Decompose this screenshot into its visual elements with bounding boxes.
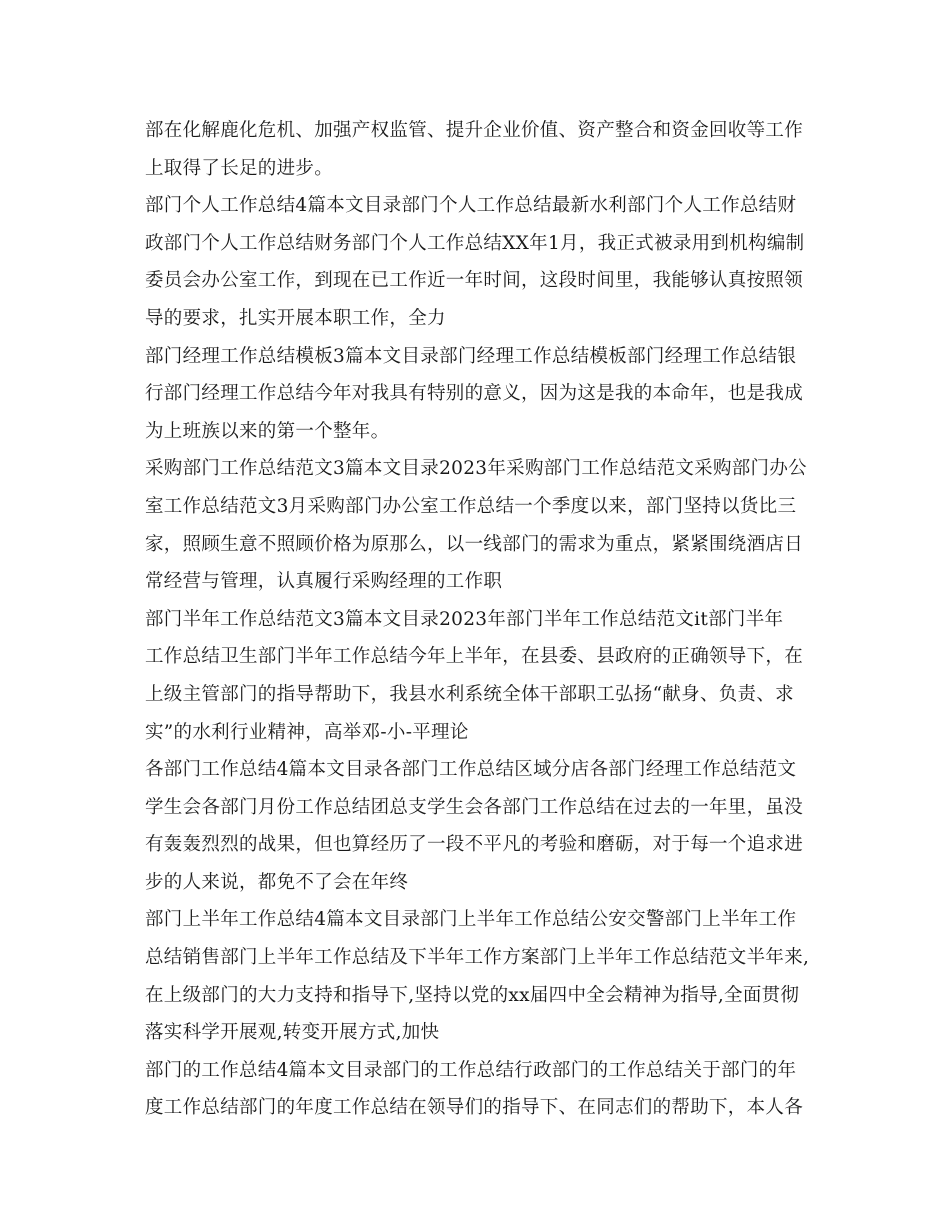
text-line: 各部门工作总结4篇本文目录各部门工作总结区域分店各部门经理工作总结范文 [145, 759, 797, 781]
text-line: 部门经理工作总结模板3篇本文目录部门经理工作总结模板部门经理工作总结银 [145, 345, 797, 367]
text-line: 为上班族以来的第一个整年。 [145, 420, 390, 442]
text-line: 家，照顾生意不照顾价格为原那么，以一线部门的需求为重点，紧紧围绕酒店日 [145, 533, 804, 555]
text-line: 部在化解鹿化危机、加强产权监管、提升企业价值、资产整合和资金回收等工作 [145, 120, 804, 141]
text-line: 常经营与管理，认真履行采购经理的工作职 [145, 571, 503, 593]
text-line: 导的要求，扎实开展本职工作，全力 [145, 307, 446, 329]
text-line: 学生会各部门月份工作总结团总支学生会各部门工作总结在过去的一年里，虽没 [145, 796, 804, 818]
text-line: 在上级部门的大力支持和指导下,坚持以党的xx届四中全会精神为指导,全面贯彻 [145, 984, 800, 1006]
text-line: 步的人来说，都免不了会在年终 [145, 871, 409, 893]
text-line: 部门个人工作总结4篇本文目录部门个人工作总结最新水利部门个人工作总结财 [145, 195, 797, 217]
text-line: 上级主管部门的指导帮助下，我县水利系统全体干部职工弘扬“献身、负责、求 [145, 683, 794, 705]
text-line: 政部门个人工作总结财务部门个人工作总结XX年1月，我正式被录用到机构编制 [145, 232, 805, 254]
text-line: 委员会办公室工作，到现在已工作近一年时间，这段时间里，我能够认真按照领 [145, 270, 804, 292]
text-line: 室工作总结范文3月采购部门办公室工作总结一个季度以来，部门坚持以货比三 [145, 495, 797, 517]
text-line: 行部门经理工作总结今年对我具有特别的意义，因为这是我的本命年，也是我成 [145, 383, 804, 405]
text-line: 总结销售部门上半年工作总结及下半年工作方案部门上半年工作总结范文半年来, [145, 947, 810, 969]
text-line: 工作总结卫生部门半年工作总结今年上半年，在县委、县政府的正确领导下，在 [145, 646, 804, 668]
text-line: 部门的工作总结4篇本文目录部门的工作总结行政部门的工作总结关于部门的年 [145, 1059, 797, 1081]
text-line: 部门上半年工作总结4篇本文目录部门上半年工作总结公安交警部门上半年工作 [145, 909, 797, 931]
text-line: 度工作总结部门的年度工作总结在领导们的指导下、在同志们的帮助下，本人各 [145, 1097, 804, 1119]
text-line: 落实科学开展观,转变开展方式,加快 [145, 1022, 440, 1044]
text-line: 采购部门工作总结范文3篇本文目录2023年采购部门工作总结范文采购部门办公 [145, 458, 807, 480]
text-line: 部门半年工作总结范文3篇本文目录2023年部门半年工作总结范文it部门半年 [145, 608, 784, 630]
text-line: 有轰轰烈烈的战果，但也算经历了一段不平凡的考验和磨砺，对于每一个追求进 [145, 834, 804, 856]
text-line: 实”的水利行业精神，高举邓-小-平理论 [145, 721, 469, 743]
document-body [145, 112, 810, 1127]
text-line: 上取得了长足的进步。 [145, 157, 334, 179]
